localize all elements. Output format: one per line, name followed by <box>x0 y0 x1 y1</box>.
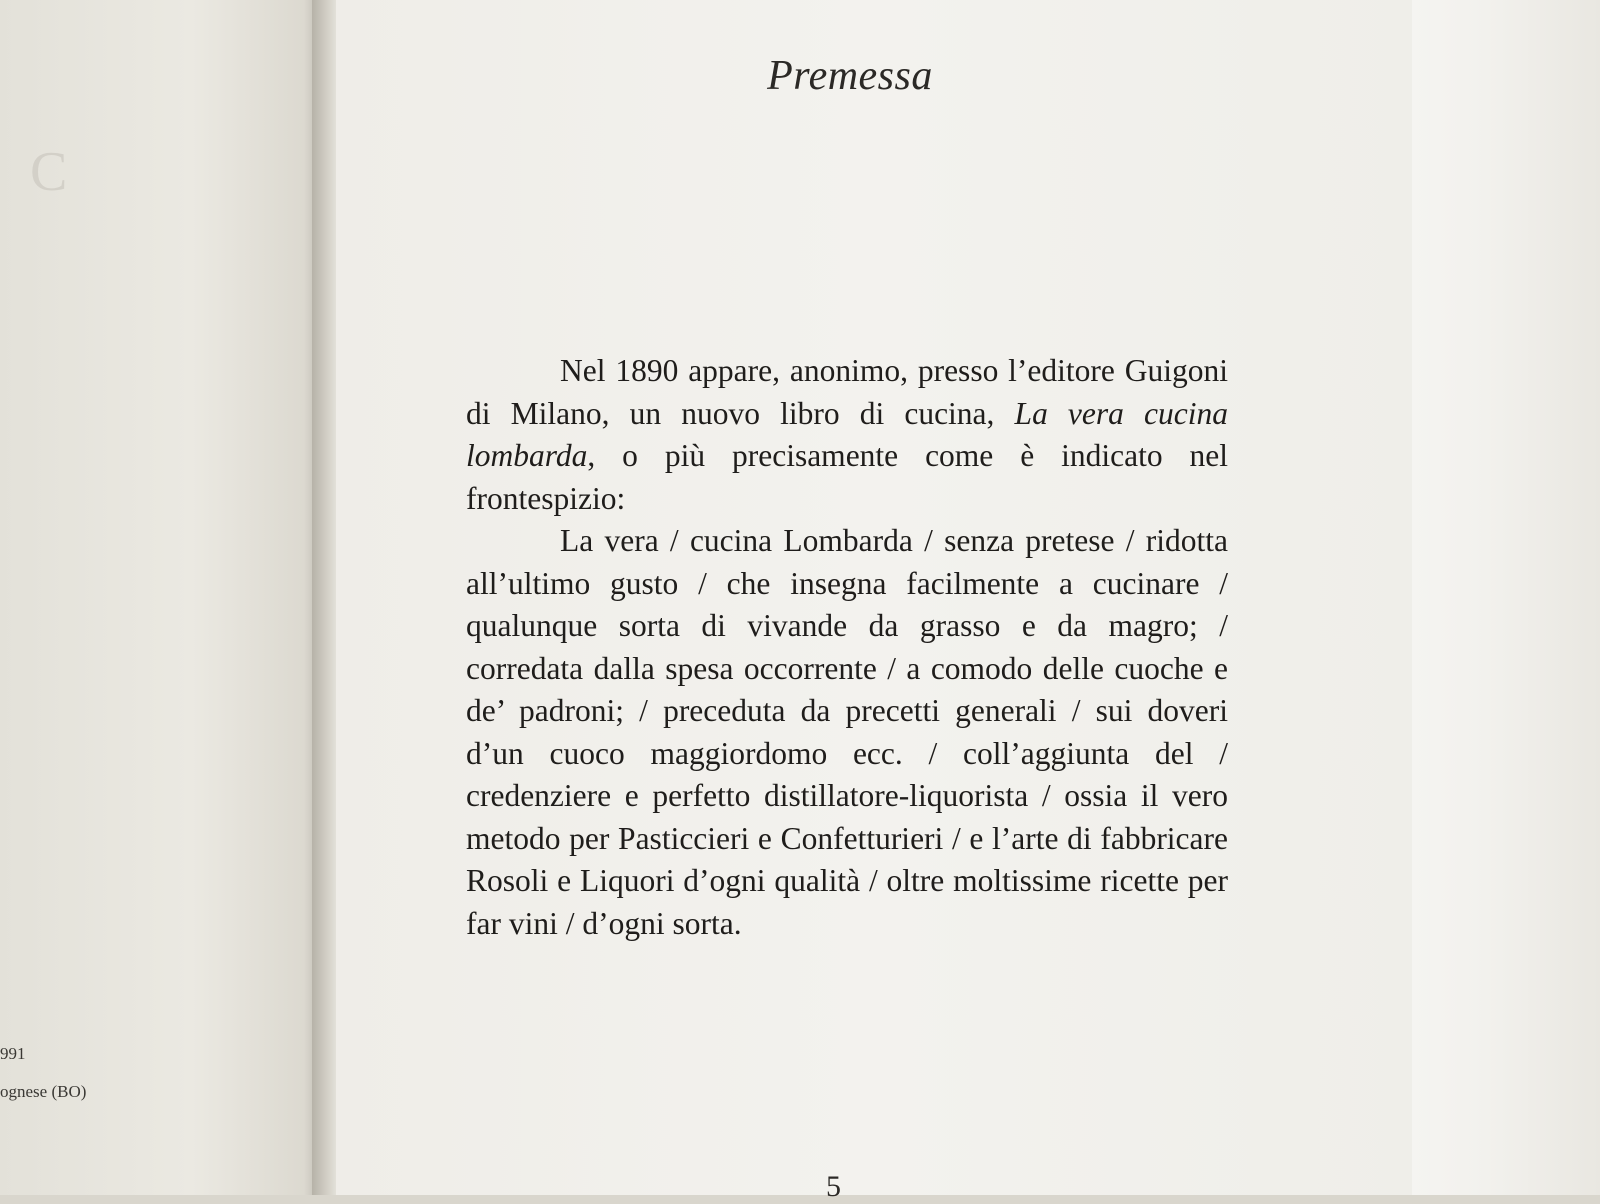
imprint-place: ognese (BO) <box>0 1082 87 1101</box>
imprint-year: 991 <box>0 1044 26 1063</box>
intro-text-end: , o più precisamente come è indicato nel frontespizio: <box>466 438 1228 516</box>
intro-text: Nel 1890 appare, anonimo, presso l’editore Guigoni di Milano, un nuovo libro di cucina, <box>466 353 1228 431</box>
left-page <box>0 0 320 1195</box>
paragraph-intro <box>466 350 1228 520</box>
paragraph-frontispiece: La vera / cucina Lombarda / senza pretese / ridotta all’ultimo gusto / che insegna facilmente a cucinare / qualunque sorta di vivande da grasso e da magro; / corredata dalla spesa occorrente / a comodo delle cuoche e de’ padroni; / preceduta da precetti generali / sui doveri d’un cuoco maggiordomo ecc. / coll’aggiunta del / credenziere e perfetto distillatore-liquorista / ossia il vero metodo per Pasticcieri e Confetturieri / e l’arte di fabbricare Rosoli e Liquori d’ogni qualità / oltre moltissime ricette per far vini / d’ogni sorta. <box>466 523 1228 941</box>
book-title-italic: La vera cucina lombarda <box>466 395 1228 473</box>
page-edge <box>1412 0 1600 1195</box>
page-number: 5 <box>826 1170 841 1203</box>
body-text <box>466 350 1228 945</box>
ghost-text <box>0 290 9 328</box>
chapter-title: Premessa <box>767 53 933 99</box>
ghost-text: C <box>30 141 68 203</box>
